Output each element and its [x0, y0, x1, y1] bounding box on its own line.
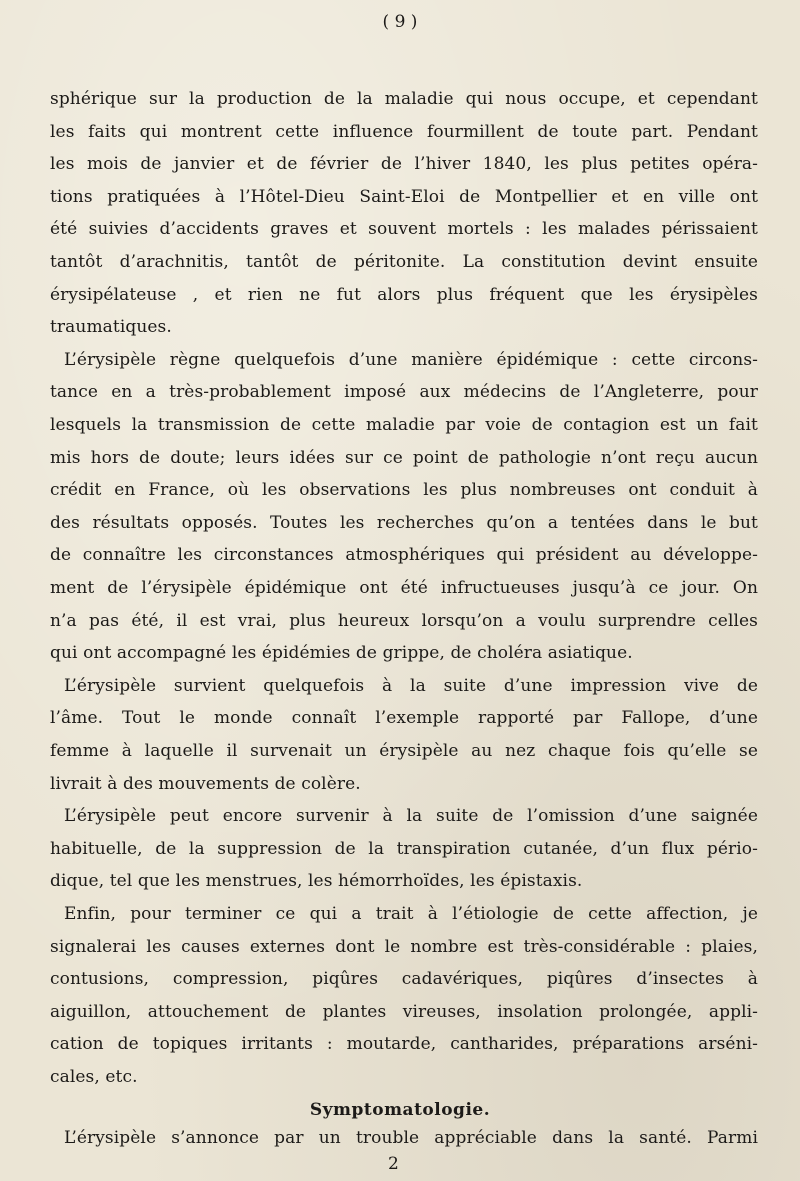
page-number: ( 9 ): [382, 12, 418, 32]
text-line: cation de topiques irritants : moutarde, cantharides, préparations arséni-: [50, 1034, 758, 1055]
text-line: tions pratiquées à l’Hôtel-Dieu Saint-Eloi de Montpellier et en ville ont: [50, 186, 758, 207]
text-line: contusions, compression, piqûres cadavériques, piqûres d’insectes à: [50, 969, 758, 990]
text-line: Enfin, pour terminer ce qui a trait à l’étiologie de cette affection, je: [64, 904, 758, 924]
text-line: érysipélateuse , et rien ne fut alors plus fréquent que les érysipèles: [50, 284, 758, 305]
text-line: l’âme. Tout le monde connaît l’exemple rapporté par Fallope, d’une: [50, 708, 758, 729]
text-line: des résultats opposés. Toutes les recherches qu’on a tentées dans le but: [50, 512, 758, 533]
text-line: L’érysipèle survient quelquefois à la suite d’une impression vive de: [64, 675, 758, 696]
text-line: signalerai les causes externes dont le nombre est très-considérable : plaies,: [50, 936, 758, 957]
text-line: femme à laquelle il survenait un érysipèle au nez chaque fois qu’elle se: [50, 741, 758, 761]
text-line: les mois de janvier et de février de l’hiver 1840, les plus petites opéra-: [50, 154, 758, 175]
section-heading: Symptomatologie.: [309, 1099, 491, 1120]
text-line: cales, etc.: [50, 1067, 138, 1087]
text-line: été suivies d’accidents graves et souvent mortels : les malades périssaient: [50, 219, 758, 240]
text-line: L’érysipèle peut encore survenir à la suite de l’omission d’une saignée: [64, 806, 758, 827]
text-line: n’a pas été, il est vrai, plus heureux lorsqu’on a voulu surprendre celles: [50, 610, 758, 631]
text-line: tance en a très-probablement imposé aux médecins de l’Angleterre, pour: [50, 382, 758, 403]
text-line: ment de l’érysipèle épidémique ont été infructueuses jusqu’à ce jour. On: [50, 578, 758, 598]
text-line: L’érysipèle règne quelquefois d’une manière épidémique : cette circons-: [64, 349, 758, 370]
text-line: livrait à des mouvements de colère.: [50, 773, 361, 794]
text-line: les faits qui montrent cette influence fourmillent de toute part. Pendant: [50, 121, 758, 142]
text-line: dique, tel que les menstrues, les hémorrhoïdes, les épistaxis.: [50, 871, 583, 892]
text-line: L’érysipèle s’annonce par un trouble appréciable dans la santé. Parmi: [64, 1127, 758, 1148]
text-line: qui ont accompagné les épidémies de grippe, de choléra asiatique.: [50, 643, 633, 664]
text-line: lesquels la transmission de cette maladie par voie de contagion est un fait: [50, 415, 758, 435]
signature-mark: 2: [388, 1153, 399, 1174]
text-line: mis hors de doute; leurs idées sur ce point de pathologie n’ont reçu aucun: [50, 447, 758, 468]
text-line: traumatiques.: [50, 317, 172, 338]
text-line: de connaître les circonstances atmosphériques qui président au développe-: [50, 545, 758, 566]
text-line: tantôt d’arachnitis, tantôt de péritonite. La constitution devint ensuite: [50, 252, 758, 272]
text-line: aiguillon, attouchement de plantes vireuses, insolation prolongée, appli-: [50, 1001, 758, 1022]
text-line: sphérique sur la production de la maladie qui nous occupe, et cependant: [50, 89, 758, 109]
text-line: habituelle, de la suppression de la transpiration cutanée, d’un flux pério-: [50, 838, 758, 859]
text-line: crédit en France, où les observations les plus nombreuses ont conduit à: [50, 480, 758, 501]
